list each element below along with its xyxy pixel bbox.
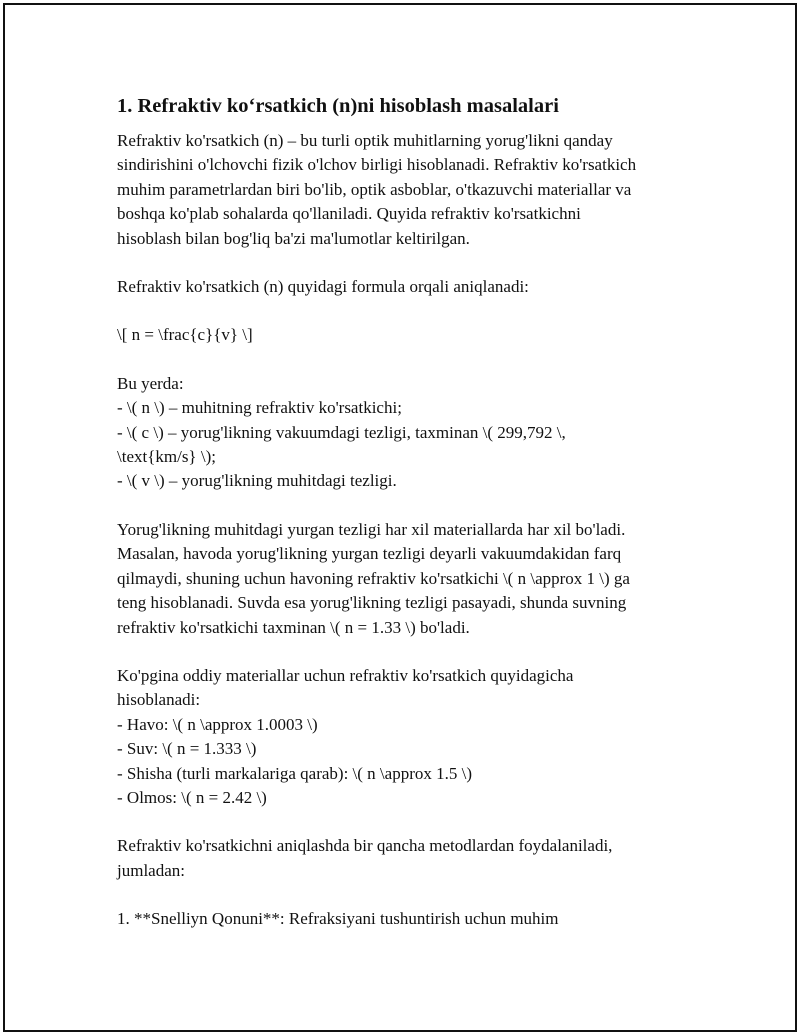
intro-paragraph (117, 129, 717, 251)
text-line: Bu yerda: (117, 373, 184, 393)
list-item: - \( c \) – yorug'likning vakuumdagi tezligi, taxminan \( 299,792 \, (117, 422, 566, 442)
document-title: 1. Refraktiv ko‘rsatkich (n)ni hisoblash masalalari (117, 95, 559, 117)
methods-paragraph (117, 834, 717, 883)
text-line: muhim parametrlardan biri bo'lib, optik asboblar, o'tkazuvchi materiallar va (117, 179, 632, 199)
text-line: Refraktiv ko'rsatkichni aniqlashda bir qancha metodlardan foydalaniladi, (117, 836, 613, 856)
text-line: Yorug'likning muhitdagi yurgan tezligi har xil materiallarda har xil bo'ladi. (117, 519, 626, 539)
text-line: refraktiv ko'rsatkichi taxminan \( n = 1.33 \) bo'ladi. (117, 617, 470, 637)
list-item: - Olmos: \( n = 2.42 \) (117, 787, 267, 807)
text-line: sindirishini o'lchovchi fizik o'lchov birligi hisoblanadi. Refraktiv ko'rsatkich (117, 155, 637, 175)
document-body (117, 93, 717, 956)
list-item: - Suv: \( n = 1.333 \) (117, 739, 257, 759)
formula-intro-paragraph (117, 275, 717, 299)
formula-line: \[ n = \frac{c}{v} \] (117, 325, 253, 345)
text-line: Masalan, havoda yorug'likning yurgan tezligi deyarli vakuumdakidan farq (117, 544, 622, 564)
snell-law-paragraph (117, 907, 717, 931)
definitions-paragraph (117, 372, 717, 494)
explanation-paragraph (117, 518, 717, 640)
list-item: - \( v \) – yorug'likning muhitdagi tezligi. (117, 471, 397, 491)
list-item: - \( n \) – muhitning refraktiv ko'rsatkichi; (117, 398, 402, 418)
text-line: hisoblanadi: (117, 690, 201, 710)
text-line: Refraktiv ko'rsatkich (n) quyidagi formula orqali aniqlanadi: (117, 277, 529, 297)
text-line: Ko'pgina oddiy materiallar uchun refraktiv ko'rsatkich quyidagicha (117, 665, 574, 685)
materials-paragraph (117, 664, 717, 810)
text-line: hisoblash bilan bog'liq ba'zi ma'lumotlar keltirilgan. (117, 228, 470, 248)
text-line: qilmaydi, shuning uchun havoning refraktiv ko'rsatkichi \( n \approx 1 \) ga (117, 568, 630, 588)
list-item-continuation: \text{km/s} \); (117, 447, 216, 467)
text-line: jumladan: (117, 860, 185, 880)
formula-paragraph (117, 323, 717, 347)
list-item: - Havo: \( n \approx 1.0003 \) (117, 714, 318, 734)
list-item: - Shisha (turli markalariga qarab): \( n \approx 1.5 \) (117, 763, 472, 783)
list-item: 1. **Snelliyn Qonuni**: Refraksiyani tushuntirish uchun muhim (117, 909, 559, 929)
text-line: teng hisoblanadi. Suvda esa yorug'likning tezligi pasayadi, shunda suvning (117, 593, 627, 613)
text-line: Refraktiv ko'rsatkich (n) – bu turli optik muhitlarning yorug'likni qanday (117, 131, 613, 150)
text-line: boshqa ko'plab sohalarda qo'llaniladi. Quyida refraktiv ko'rsatkichni (117, 204, 581, 224)
